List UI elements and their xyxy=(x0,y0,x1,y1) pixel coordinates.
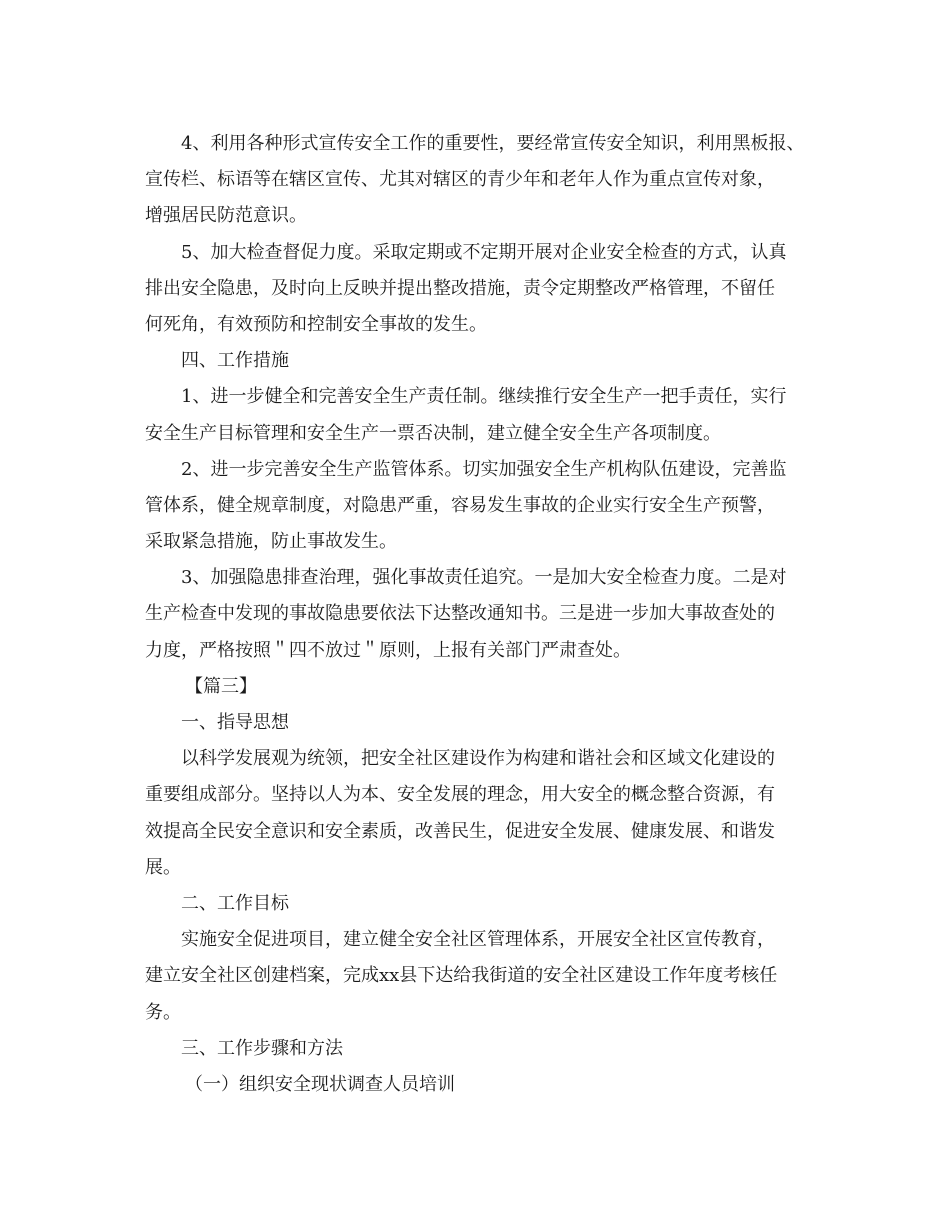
paragraph-line: 5、加大检查督促力度。采取定期或不定期开展对企业安全检查的方式，认真 xyxy=(181,241,787,263)
paragraph-line: 力度，严格按照＂四不放过＂原则，上报有关部门严肃查处。 xyxy=(145,639,631,661)
paragraph-line: 展。 xyxy=(145,856,181,878)
paragraph-line: 1、进一步健全和完善安全生产责任制。继续推行安全生产一把手责任，实行 xyxy=(181,386,787,408)
paragraph-line: 采取紧急措施，防止事故发生。 xyxy=(145,531,397,553)
paragraph-line: 增强居民防范意识。 xyxy=(145,205,307,227)
paragraph-line: 管体系，健全规章制度，对隐患严重，容易发生事故的企业实行安全生产预警， xyxy=(145,494,775,516)
section-heading: 二、工作目标 xyxy=(181,892,289,914)
paragraph-line: 务。 xyxy=(145,1001,181,1023)
paragraph-line: 4、利用各种形式宣传安全工作的重要性，要经常宣传安全知识，利用黑板报、 xyxy=(181,133,805,154)
paragraph-line: 排出安全隐患，及时向上反映并提出整改措施，责令定期整改严格管理，不留任 xyxy=(145,277,775,299)
paragraph-line: 宣传栏、标语等在辖区宣传、尤其对辖区的青少年和老年人作为重点宣传对象， xyxy=(145,169,775,191)
section-heading: 一、指导思想 xyxy=(181,712,289,733)
paragraph-line: 建立安全社区创建档案，完成xx县下达给我街道的安全社区建设工作年度考核任 xyxy=(145,965,778,987)
paragraph-line: 生产检查中发现的事故隐患要依法下达整改通知书。三是进一步加大事故查处的 xyxy=(145,603,775,625)
chapter-heading: 【篇三】 xyxy=(185,675,257,697)
section-heading: 四、工作措施 xyxy=(181,350,289,372)
paragraph-line: 2、进一步完善安全生产监管体系。切实加强安全生产机构队伍建设，完善监 xyxy=(181,458,787,480)
paragraph-line: 效提高全民安全意识和安全素质，改善民生，促进安全发展、健康发展、和谐发 xyxy=(145,820,775,842)
subsection-heading: （一）组织安全现状调查人员培训 xyxy=(185,1073,455,1095)
document-body xyxy=(145,126,825,1103)
paragraph-line: 以科学发展观为统领，把安全社区建设作为构建和谐社会和区域文化建设的 xyxy=(181,748,775,770)
paragraph-line: 何死角，有效预防和控制安全事故的发生。 xyxy=(145,313,487,335)
paragraph-line: 安全生产目标管理和安全生产一票否决制，建立健全安全生产各项制度。 xyxy=(145,422,721,444)
section-heading: 三、工作步骤和方法 xyxy=(181,1037,343,1059)
paragraph-line: 实施安全促进项目，建立健全安全社区管理体系，开展安全社区宣传教育， xyxy=(181,929,775,951)
paragraph-line: 3、加强隐患排查治理，强化事故责任追究。一是加大安全检查力度。二是对 xyxy=(181,567,787,589)
paragraph-line: 重要组成部分。坚持以人为本、安全发展的理念，用大安全的概念整合资源，有 xyxy=(145,784,775,806)
